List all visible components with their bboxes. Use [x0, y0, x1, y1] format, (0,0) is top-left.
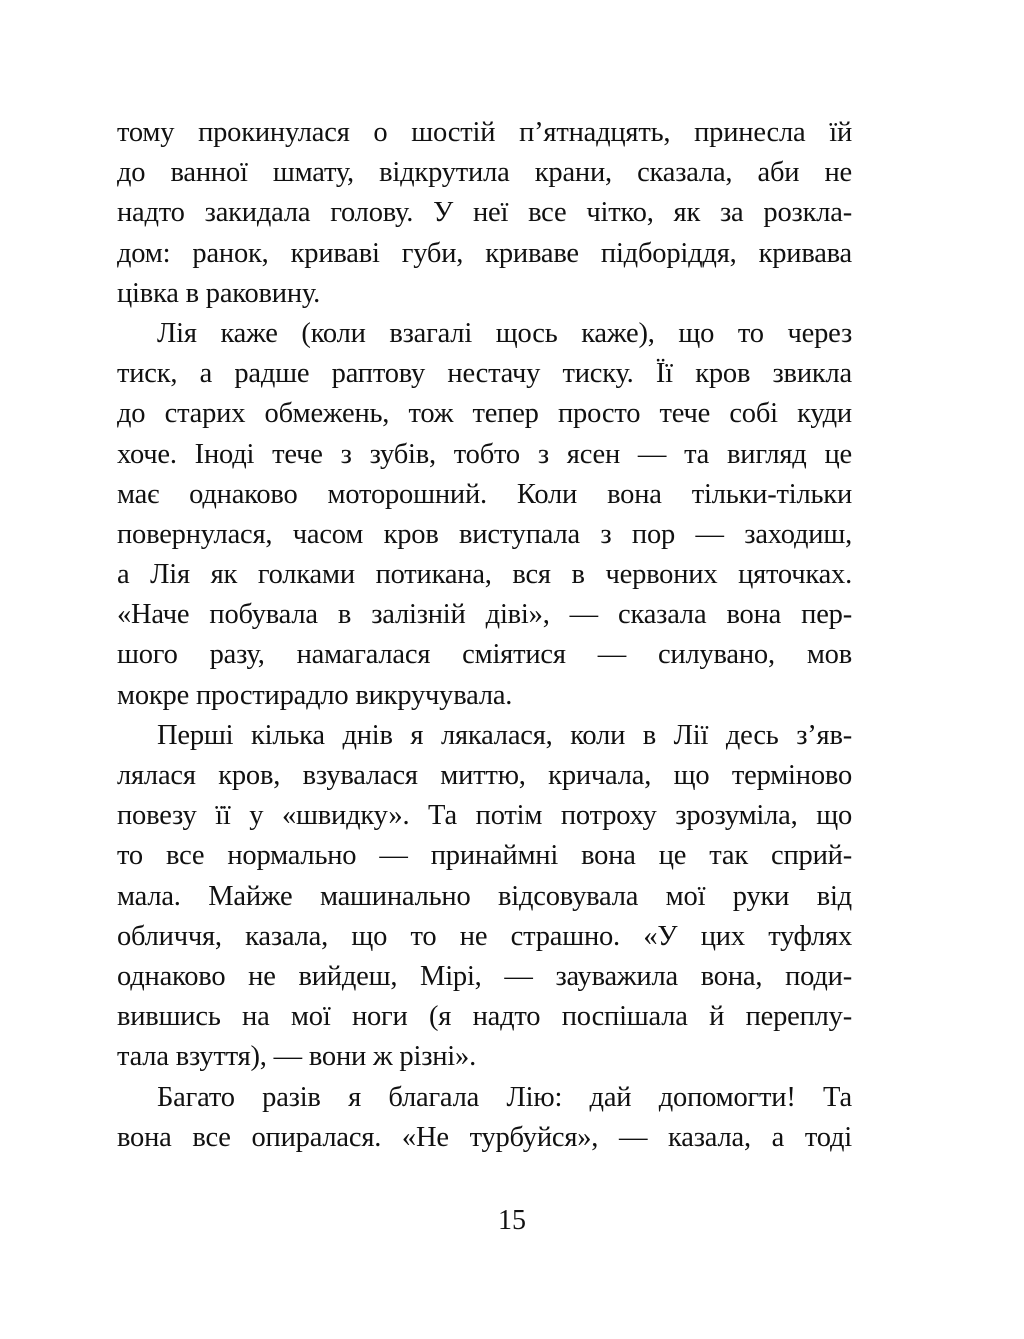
- book-page-text: [117, 113, 852, 1158]
- text-line: лялася кров, взувалася миттю, кричала, що терміново: [117, 760, 852, 791]
- paragraph-first-line: Багато разів я благала Лію: дай допомогти! Та: [157, 1081, 852, 1113]
- paragraph-first-line: Перші кілька днів я лякалася, коли в Лії десь з’яв-: [157, 719, 852, 751]
- text-line: цівка в раковину.: [117, 277, 321, 309]
- text-line: повернулася, часом кров виступала з пор — заходиш,: [117, 518, 852, 550]
- text-line: тала взуття), — вони ж різні».: [117, 1041, 477, 1073]
- text-line: вившись на мої ноги (я надто поспішала й переплу-: [117, 1001, 852, 1033]
- text-line: повезу її у «швидку». Та потім потроху зрозуміла, що: [117, 800, 852, 832]
- text-line: вона все опиралася. «Не турбуйся», — казала, а тоді: [117, 1121, 852, 1153]
- text-line: дом: ранок, криваві губи, криваве підборіддя, кривава: [117, 237, 852, 269]
- text-line: хоче. Іноді тече з зубів, тобто з ясен — та вигляд це: [117, 438, 852, 470]
- text-line: тиск, а радше раптову нестачу тиску. Її кров звикла: [117, 358, 852, 390]
- paragraph-first-line: Лія каже (коли взагалі щось каже), що то через: [157, 317, 852, 349]
- text-line: до ванної шмату, відкрутила крани, сказала, аби не: [117, 157, 852, 189]
- text-line: мокре простирадло викручувала.: [117, 679, 513, 711]
- text-line: до старих обмежень, тож тепер просто тече собі куди: [117, 398, 852, 430]
- text-line: шого разу, намагалася сміятися — силувано, мов: [117, 639, 852, 671]
- text-line: однаково не вийдеш, Мірі, — зауважила вона, поди-: [117, 960, 852, 992]
- text-line: обличчя, казала, що то не страшно. «У цих туфлях: [117, 920, 852, 952]
- text-line: «Наче побувала в залізній діві», — сказала вона пер-: [117, 599, 852, 631]
- text-line: надто закидала голову. У неї все чітко, як за розкла-: [117, 197, 852, 229]
- page-number: 15: [498, 1205, 526, 1236]
- text-line: має однаково моторошний. Коли вона тільки-тільки: [117, 478, 852, 510]
- text-line: мала. Майже машинально відсовувала мої руки від: [117, 880, 852, 912]
- text-line: тому прокинулася о шостій п’ятнадцять, принесла їй: [117, 117, 852, 148]
- text-line: а Лія як голками потикана, вся в червоних цяточках.: [117, 559, 852, 591]
- text-line: то все нормально — принаймні вона це так сприй-: [117, 840, 852, 872]
